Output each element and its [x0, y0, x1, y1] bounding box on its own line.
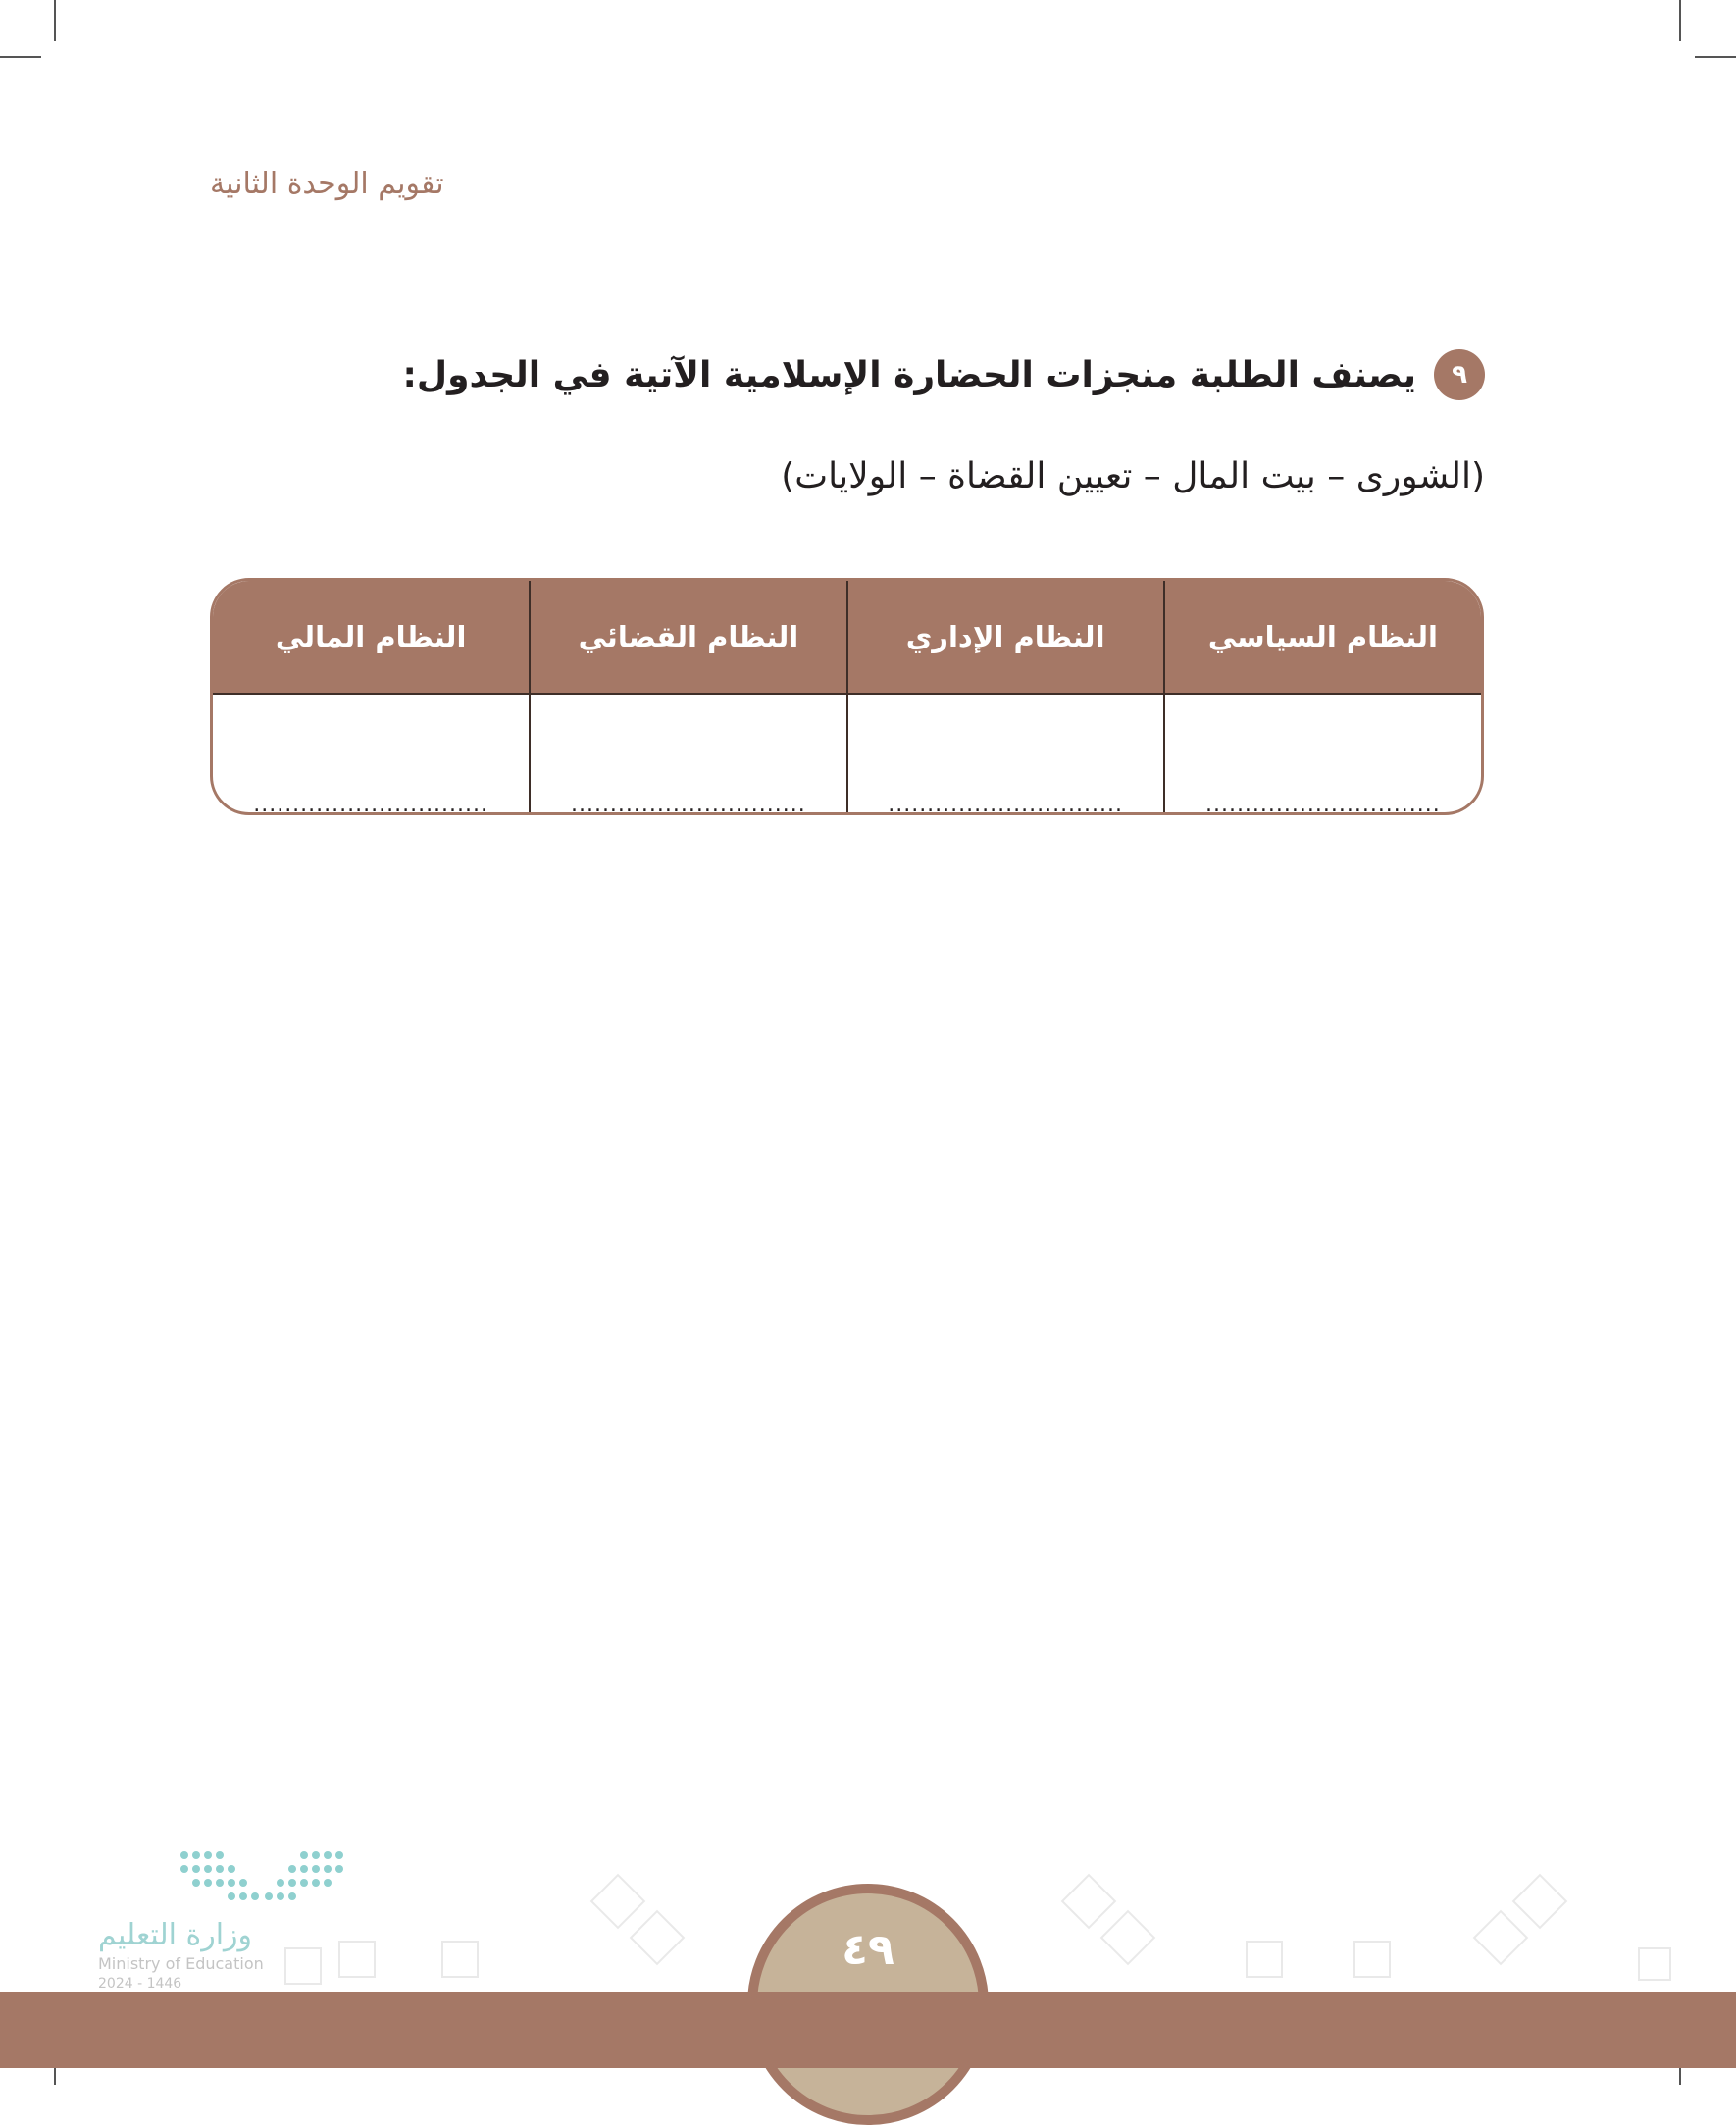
question-text: يصنف الطلبة منجزات الحضارة الإسلامية الآتية في الجدول:	[402, 354, 1416, 395]
ministry-logo-arabic: وزارة التعليم	[98, 1918, 253, 1952]
ministry-logo-year: 2024 - 1446	[98, 1976, 182, 1992]
question-terms: (الشورى – بيت المال – تعيين القضاة – الولايات)	[781, 456, 1485, 496]
answer-blank-financial[interactable]: ..............................	[253, 793, 489, 815]
decorative-shape	[1512, 1874, 1568, 1930]
table-header-row	[213, 581, 1481, 694]
decorative-shape	[1100, 1910, 1156, 1966]
decorative-shape	[1353, 1941, 1391, 1978]
crop-mark	[0, 56, 41, 58]
decorative-shape	[1473, 1910, 1529, 1966]
footer-band	[0, 1992, 1736, 2068]
decorative-shape	[1061, 1874, 1117, 1930]
crop-mark	[1695, 56, 1736, 58]
question	[402, 349, 1485, 400]
crop-mark	[54, 0, 56, 41]
answer-blank-political[interactable]: ..............................	[1164, 694, 1481, 815]
ministry-logo-icon	[179, 1849, 347, 1906]
decorative-shape	[284, 1947, 322, 1985]
table-header-judicial: النظام القضائي	[530, 581, 846, 694]
table-header-political: النظام السياسي	[1164, 581, 1481, 694]
page-number: ٤٩	[842, 1925, 894, 1975]
decorative-shape	[1638, 1947, 1671, 1981]
decorative-shape	[441, 1941, 479, 1978]
section-title: تقويم الوحدة الثانية	[210, 167, 444, 201]
answer-blank-administrative[interactable]: ..............................	[847, 694, 1164, 815]
crop-mark	[1679, 0, 1681, 41]
answer-blank-judicial[interactable]: ..............................	[530, 694, 846, 815]
table-row	[213, 694, 1481, 815]
ministry-logo-english: Ministry of Education	[98, 1954, 264, 1973]
decorative-shape	[590, 1874, 646, 1930]
question-number-badge: ٩	[1434, 349, 1485, 400]
decorative-shape	[630, 1910, 686, 1966]
decorative-shape	[338, 1941, 376, 1978]
table-header-administrative: النظام الإداري	[847, 581, 1164, 694]
classification-table	[210, 578, 1484, 815]
decorative-shape	[1246, 1941, 1283, 1978]
table-header-financial: النظام المالي	[213, 581, 530, 694]
